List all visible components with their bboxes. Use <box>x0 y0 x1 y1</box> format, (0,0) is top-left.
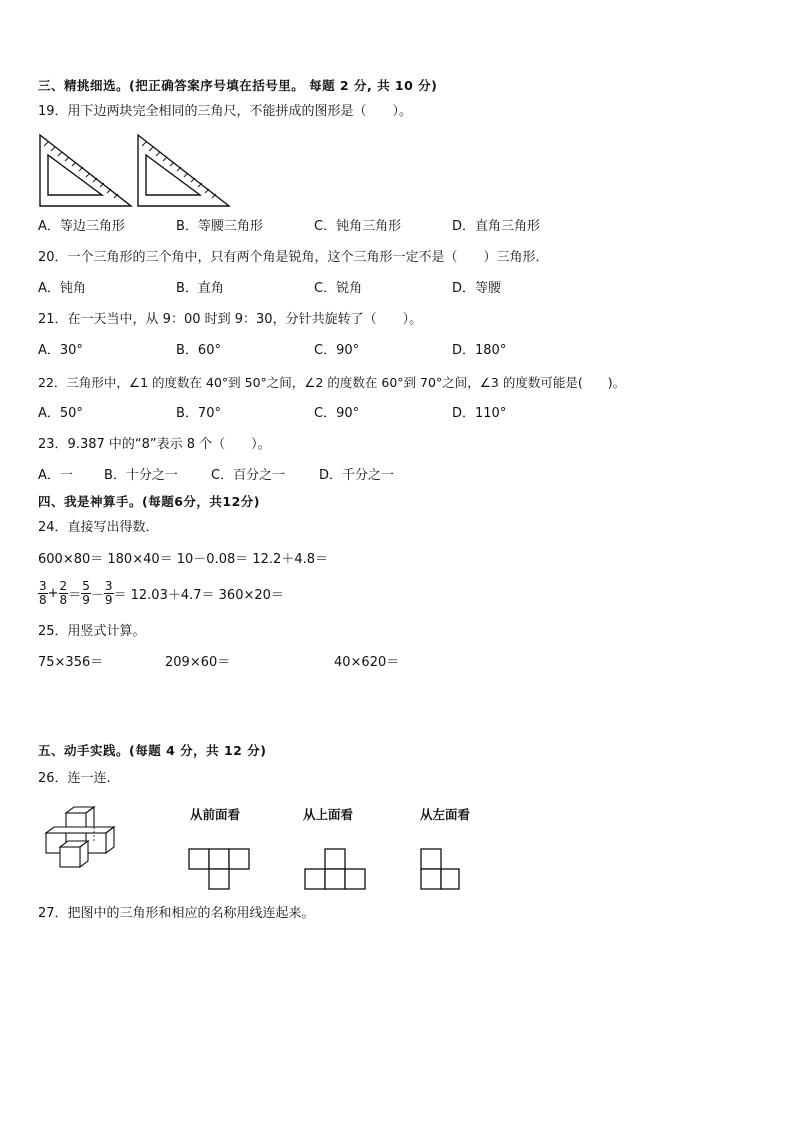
fraction-3-9 <box>104 580 114 607</box>
cube-stack-figure <box>44 805 136 875</box>
set-square-left-ticks <box>44 142 118 198</box>
section-4-title: 四、我是神算手。(每题6分，共12分) <box>38 494 261 509</box>
q23-option-c[interactable]: C．百分之一 <box>211 468 286 483</box>
view-label-left: 从左面看 <box>420 807 471 822</box>
q25-stem: 25．用竖式计算。 <box>38 624 146 639</box>
view-label-front: 从前面看 <box>190 807 241 822</box>
q22-stem: 22．三角形中，∠1 的度数在 40°到 50°之间，∠2 的度数在 60°到 70°之间，∠3 的度数可能是( )。 <box>38 375 626 390</box>
plus-sign: + <box>47 586 59 601</box>
q23-option-d[interactable]: D．千分之一 <box>319 468 395 483</box>
fraction-numerator: 3 <box>39 579 47 593</box>
q21-stem: 21．在一天当中，从 9：00 时到 9：30，分针共旋转了（ ）。 <box>38 312 423 327</box>
fraction-denominator: 8 <box>39 593 47 607</box>
fraction-5-9 <box>81 580 91 607</box>
q21-option-a[interactable]: A．30° <box>38 343 83 358</box>
q24-line-1: 600×80＝ 180×40＝ 10－0.08＝ 12.2＋4.8＝ <box>38 552 328 567</box>
set-squares-figure <box>38 133 233 208</box>
fraction-3-8 <box>38 580 48 607</box>
q19-option-a[interactable]: A．等边三角形 <box>38 219 125 234</box>
q21-option-c[interactable]: C．90° <box>314 343 360 358</box>
front-view-shape[interactable] <box>188 848 250 890</box>
q22-option-d[interactable]: D．110° <box>452 406 507 421</box>
q21-option-b[interactable]: B．60° <box>176 343 221 358</box>
q25-item-1: 75×356＝ <box>38 655 104 670</box>
q20-option-a[interactable]: A．钝角 <box>38 281 86 296</box>
q24-line-2 <box>38 580 284 607</box>
q26-stem: 26．连一连. <box>38 771 111 786</box>
q22-option-c[interactable]: C．90° <box>314 406 360 421</box>
fraction-numerator: 3 <box>104 579 113 593</box>
q20-stem: 20．一个三角形的三个角中，只有两个角是锐角，这个三角形一定不是（ ）三角形． <box>38 250 549 265</box>
q19-stem: 19．用下边两块完全相同的三角尺，不能拼成的图形是（ ）。 <box>38 104 413 119</box>
fraction-numerator: 5 <box>82 579 90 593</box>
top-view-shape[interactable] <box>304 848 366 890</box>
left-view-shape[interactable] <box>420 848 464 890</box>
set-square-left <box>40 135 131 206</box>
view-label-top: 从上面看 <box>303 807 354 822</box>
q25-item-3: 40×620＝ <box>334 655 400 670</box>
q25-item-2: 209×60＝ <box>165 655 231 670</box>
q19-option-b[interactable]: B．等腰三角形 <box>176 219 263 234</box>
q20-option-c[interactable]: C．锐角 <box>314 281 363 296</box>
fraction-denominator: 9 <box>104 593 113 607</box>
q20-option-b[interactable]: B．直角 <box>176 281 224 296</box>
q19-option-d[interactable]: D．直角三角形 <box>452 219 541 234</box>
set-square-right <box>138 135 229 206</box>
q20-option-d[interactable]: D．等腰 <box>452 281 502 296</box>
fraction-numerator: 2 <box>59 579 68 593</box>
q19-option-c[interactable]: C．钝角三角形 <box>314 219 402 234</box>
q23-option-a[interactable]: A．一 <box>38 468 73 483</box>
fraction-denominator: 8 <box>59 593 68 607</box>
section-3-title: 三、精挑细选。(把正确答案序号填在括号里。 每题 2 分, 共 10 分) <box>38 78 438 93</box>
q23-option-b[interactable]: B．十分之一 <box>104 468 178 483</box>
fraction-denominator: 9 <box>82 593 90 607</box>
minus-sign: － <box>90 588 104 603</box>
q21-option-d[interactable]: D．180° <box>452 343 507 358</box>
q22-option-a[interactable]: A．50° <box>38 406 83 421</box>
q22-option-b[interactable]: B．70° <box>176 406 221 421</box>
fraction-2-8 <box>59 580 69 607</box>
set-square-right-ticks <box>142 142 216 198</box>
q24-line-2-rest: ＝ 12.03＋4.7＝ 360×20＝ <box>113 588 284 603</box>
q27-stem: 27．把图中的三角形和相应的名称用线连起来。 <box>38 906 315 921</box>
section-5-title: 五、动手实践。(每题 4 分，共 12 分) <box>38 743 267 758</box>
equals-sign: ＝ <box>68 588 82 603</box>
q24-stem: 24．直接写出得数． <box>38 520 159 535</box>
q23-stem: 23．9.387 中的“8”表示 8 个（ ）。 <box>38 437 271 452</box>
